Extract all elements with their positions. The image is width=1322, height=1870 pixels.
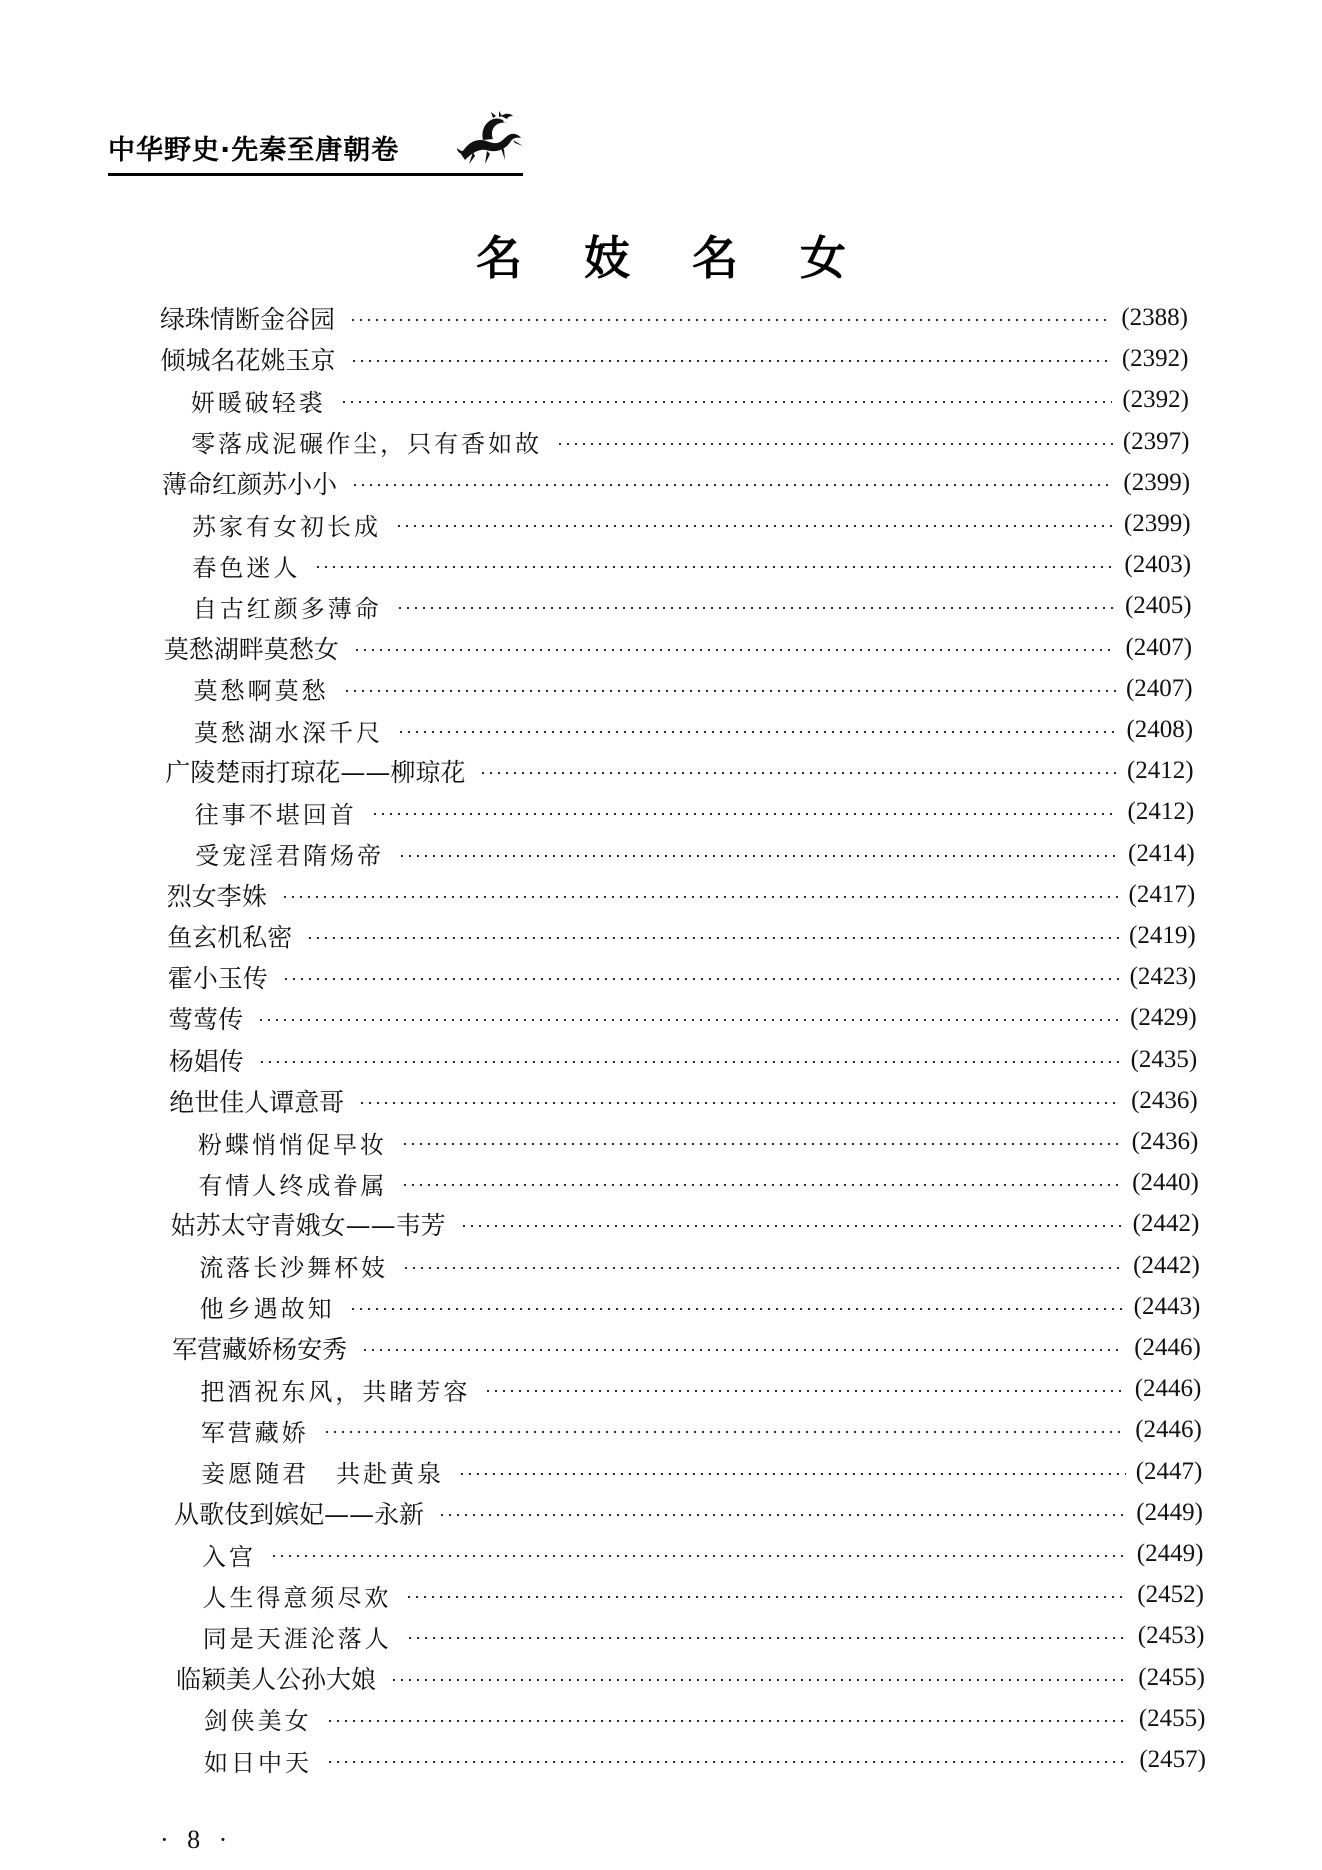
toc-entry-page: (2457) <box>1139 1746 1206 1773</box>
dot-leader <box>395 525 1114 527</box>
toc-entry-page: (2449) <box>1136 1498 1203 1526</box>
toc-entry-title: 莫愁湖水深千尺 <box>194 718 383 747</box>
toc-entry-title: 广陵楚雨打琼花——柳琼花 <box>165 758 466 788</box>
toc-entry-title: 往事不堪回首 <box>194 800 357 829</box>
toc-entry-title: 姑苏太守青娥女——韦芳 <box>170 1211 446 1241</box>
dot-leader <box>398 855 1118 857</box>
toc-entry[interactable] <box>167 916 1195 956</box>
toc-entry-title: 受宠淫君隋炀帝 <box>195 842 385 871</box>
toc-subentry[interactable] <box>204 1699 1206 1739</box>
toc-entry-page: (2446) <box>1135 1416 1202 1444</box>
toc-entry-title: 霍小玉传 <box>167 964 268 994</box>
toc-entry[interactable] <box>169 1081 1198 1121</box>
toc-entry-title: 苏家有女初长成 <box>192 512 381 541</box>
toc-entry-title: 零落成泥碾作尘，只有香如故 <box>191 430 543 459</box>
toc-entry-title: 流落长沙舞杯妓 <box>199 1254 389 1283</box>
dot-leader <box>396 607 1115 609</box>
toc-entry-title: 绿珠情断金谷园 <box>160 305 336 334</box>
toc-subentry[interactable] <box>191 380 1189 420</box>
toc-entry-title: 鱼玄机私密 <box>167 923 293 952</box>
toc-entry[interactable] <box>162 463 1190 503</box>
toc-subentry[interactable] <box>194 710 1193 750</box>
dot-leader <box>314 566 1114 568</box>
toc-entry-page: (2419) <box>1129 922 1196 949</box>
toc-entry-page: (2443) <box>1133 1292 1201 1320</box>
toc-subentry[interactable] <box>194 669 1193 709</box>
dot-leader <box>258 1061 1121 1063</box>
toc-subentry[interactable] <box>202 1575 1204 1615</box>
dot-leader <box>401 1184 1122 1186</box>
toc-entry[interactable] <box>164 628 1192 668</box>
toc-entry[interactable] <box>169 1040 1198 1080</box>
toc-entry-page: (2436) <box>1131 1128 1199 1155</box>
dot-leader <box>351 484 1113 486</box>
toc-subentry[interactable] <box>195 792 1194 832</box>
dot-leader <box>349 1308 1124 1310</box>
toc-entry-title: 有情人终成眷属 <box>198 1171 388 1200</box>
toc-entry-title: 杨娼传 <box>168 1046 244 1076</box>
toc-subentry[interactable] <box>192 504 1191 544</box>
dot-leader <box>406 1637 1128 1639</box>
toc-entry-page: (2429) <box>1130 1004 1197 1032</box>
section-title: 名妓名女 <box>476 231 908 285</box>
toc-subentry[interactable] <box>201 1452 1202 1492</box>
toc-subentry[interactable] <box>201 1410 1202 1450</box>
toc-entry-page: (2423) <box>1129 963 1197 991</box>
toc-entry-title: 倾城名花姚玉京 <box>160 346 336 376</box>
toc-entry-page: (2388) <box>1121 304 1188 331</box>
dot-leader <box>353 649 1116 651</box>
toc-entry-page: (2435) <box>1130 1045 1198 1073</box>
toc-entry-title: 莫愁湖畔莫愁女 <box>163 634 339 664</box>
toc-subentry[interactable] <box>204 1740 1206 1780</box>
toc-entry-title: 妍暖破轻裘 <box>190 388 326 417</box>
toc-subentry[interactable] <box>192 545 1191 585</box>
toc-entry-title: 妾愿随君 共赴黄泉 <box>201 1460 445 1489</box>
dot-leader <box>405 1596 1127 1598</box>
toc-entry-page: (2397) <box>1122 427 1190 455</box>
toc-entry-title: 粉蝶悄悄促早妆 <box>198 1130 387 1159</box>
toc-entry-page: (2417) <box>1128 880 1196 908</box>
toc-entry-page: (2436) <box>1131 1086 1198 1114</box>
toc-entry-title: 如日中天 <box>204 1748 312 1777</box>
dot-leader <box>326 1720 1129 1722</box>
toc-entry-title: 临颖美人公孙大娘 <box>176 1664 377 1694</box>
toc-entry-page: (2446) <box>1134 1375 1202 1403</box>
toc-entry[interactable] <box>174 1493 1203 1533</box>
toc-entry-page: (2442) <box>1133 1251 1200 1279</box>
toc-subentry[interactable] <box>203 1616 1205 1656</box>
toc-subentry[interactable] <box>202 1534 1203 1574</box>
toc-entry-title: 薄命红颜苏小小 <box>161 469 337 499</box>
dot-leader <box>282 978 1120 980</box>
dot-leader <box>390 1679 1128 1681</box>
toc-entry[interactable] <box>168 998 1196 1038</box>
toc-entry-page: (2455) <box>1138 1704 1206 1732</box>
dot-leader <box>257 1019 1120 1021</box>
toc-entry-page: (2392) <box>1121 345 1189 373</box>
dot-leader <box>361 1349 1124 1351</box>
toc-entry-title: 剑侠美女 <box>203 1707 312 1736</box>
toc-entry-page: (2453) <box>1137 1622 1205 1650</box>
toc-entry[interactable] <box>176 1658 1205 1698</box>
toc-entry-page: (2403) <box>1124 551 1192 579</box>
toc-entry[interactable] <box>160 339 1188 379</box>
toc-entry[interactable] <box>167 875 1195 915</box>
toc-entry-title: 把酒祝东风，共睹芳容 <box>200 1377 471 1406</box>
toc-entry-page: (2412) <box>1126 757 1194 785</box>
dot-leader <box>358 1102 1121 1104</box>
dot-leader <box>349 319 1111 321</box>
toc-entry-page: (2408) <box>1126 716 1194 743</box>
dot-leader <box>281 896 1119 898</box>
toc-entry-title: 人生得意须尽欢 <box>202 1583 392 1612</box>
toc-entry-page: (2414) <box>1128 839 1195 867</box>
toc-entry[interactable] <box>171 1204 1200 1244</box>
toc-entry-page: (2399) <box>1123 468 1191 496</box>
dot-leader <box>350 360 1112 362</box>
toc-entry[interactable] <box>172 1328 1201 1368</box>
toc-entry[interactable] <box>168 957 1196 997</box>
toc-entry-page: (2446) <box>1134 1334 1201 1361</box>
toc-entry-title: 军营藏娇杨安秀 <box>172 1335 348 1364</box>
toc-entry-title: 军营藏娇 <box>200 1418 309 1447</box>
toc-entry-title: 他乡遇故知 <box>199 1295 335 1324</box>
dot-leader <box>438 1514 1126 1516</box>
toc-entry-title: 绝世佳人谭意哥 <box>169 1087 345 1117</box>
toc-entry-page: (2452) <box>1137 1581 1204 1609</box>
toc-entry-page: (2399) <box>1123 510 1191 537</box>
toc-entry-title: 莺莺传 <box>168 1005 244 1035</box>
toc-entry-page: (2412) <box>1127 798 1195 826</box>
dot-leader <box>402 1267 1123 1269</box>
dot-leader <box>458 1473 1126 1475</box>
toc-entry-page: (2449) <box>1136 1540 1204 1567</box>
dot-leader <box>371 813 1118 815</box>
toc-entry-page: (2440) <box>1132 1169 1199 1197</box>
toc-subentry[interactable] <box>195 834 1194 874</box>
toc-subentry[interactable] <box>199 1246 1200 1286</box>
book-title: 中华野史·先秦至唐朝卷 <box>108 135 400 166</box>
dot-leader <box>479 772 1117 774</box>
dot-leader <box>343 690 1116 692</box>
toc-entry-title: 烈女李姝 <box>166 881 267 911</box>
page-number: · 8 · <box>160 1825 234 1854</box>
toc-entry-page: (2405) <box>1124 592 1192 620</box>
toc-entry[interactable] <box>160 298 1188 338</box>
dot-leader <box>397 731 1116 733</box>
toc-entry-title: 自古红颜多薄命 <box>192 594 382 623</box>
toc-entry-title: 入宫 <box>202 1542 256 1571</box>
dot-leader <box>556 443 1113 445</box>
toc-subentry[interactable] <box>200 1287 1201 1327</box>
toc-entry-page: (2447) <box>1135 1457 1203 1485</box>
toc-entry-title: 同是天涯沦落人 <box>202 1624 392 1653</box>
toc-entry-page: (2407) <box>1125 633 1193 661</box>
dot-leader <box>460 1225 1123 1227</box>
toc-entry-page: (2392) <box>1122 386 1190 414</box>
toc-entry-title: 从歌伎到嫔妃——永新 <box>174 1499 425 1529</box>
toc-subentry[interactable] <box>200 1369 1201 1409</box>
toc-entry-page: (2455) <box>1138 1663 1205 1691</box>
dot-leader <box>323 1431 1125 1433</box>
toc-entry-page: (2407) <box>1125 674 1193 702</box>
dot-leader <box>270 1555 1127 1557</box>
dot-leader <box>484 1390 1124 1392</box>
dot-leader <box>401 1143 1122 1145</box>
toc-subentry[interactable] <box>198 1163 1198 1203</box>
toc-subentry[interactable] <box>191 422 1189 462</box>
toc-entry-title: 春色迷人 <box>192 553 301 582</box>
toc-entry-page: (2442) <box>1132 1210 1200 1238</box>
toc-subentry[interactable] <box>198 1122 1198 1162</box>
toc-entry[interactable] <box>165 751 1193 791</box>
toc-subentry[interactable] <box>193 586 1192 626</box>
dot-leader <box>340 401 1113 403</box>
dot-leader <box>326 1761 1129 1763</box>
toc-entry-title: 莫愁啊莫愁 <box>193 677 329 706</box>
dot-leader <box>306 937 1119 939</box>
